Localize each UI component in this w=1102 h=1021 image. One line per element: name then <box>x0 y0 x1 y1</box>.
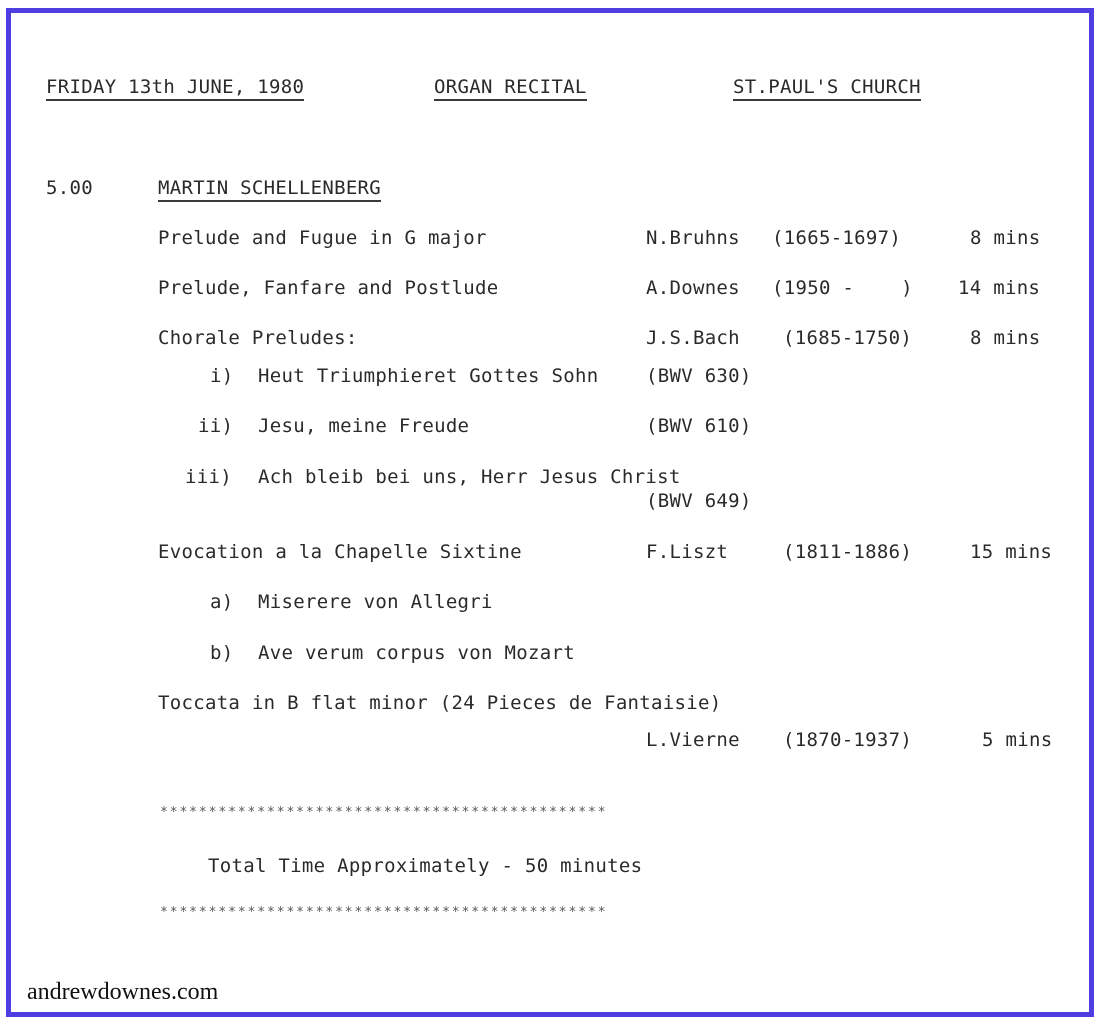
total-time: Total Time Approximately - 50 minutes <box>208 855 643 877</box>
program-duration: 15 mins <box>970 541 1053 563</box>
part-title: Ave verum corpus von Mozart <box>258 642 575 664</box>
program-title: Prelude and Fugue in G major <box>158 227 487 249</box>
part-number: b) <box>210 642 234 664</box>
chorale-bwv: (BWV 610) <box>646 415 752 437</box>
program-title: Evocation a la Chapelle Sixtine <box>158 541 522 563</box>
part-number: a) <box>210 591 234 613</box>
start-time: 5.00 <box>46 177 93 199</box>
chorale-bwv: (BWV 649) <box>646 490 752 512</box>
program-title: Toccata in B flat minor (24 Pieces de Fantaisie) <box>158 692 722 714</box>
program-composer: F.Liszt <box>646 541 729 563</box>
program-duration: 8 mins <box>970 227 1041 249</box>
chorale-bwv: (BWV 630) <box>646 365 752 387</box>
program-duration: 5 mins <box>982 729 1053 751</box>
program-composer: A.Downes <box>646 277 740 299</box>
performer-name: MARTIN SCHELLENBERG <box>158 177 381 202</box>
chorale-title: Jesu, meine Freude <box>258 415 470 437</box>
chorale-number: ii) <box>198 415 234 437</box>
program-dates: (1811-1886) <box>783 541 913 563</box>
site-footer: andrewdownes.com <box>27 979 219 1005</box>
program-composer: N.Bruhns <box>646 227 740 249</box>
venue: ST.PAUL'S CHURCH <box>733 76 921 101</box>
chorale-number: iii) <box>185 466 232 488</box>
event-title: ORGAN RECITAL <box>434 76 587 101</box>
chorale-title: Ach bleib bei uns, Herr Jesus Christ <box>258 466 681 488</box>
program-duration: 8 mins <box>970 327 1041 349</box>
chorale-number: i) <box>210 365 234 387</box>
program-duration: 14 mins <box>958 277 1041 299</box>
program-dates: (1870-1937) <box>783 729 913 751</box>
separator-top: ********************************************** <box>160 805 608 820</box>
chorale-title: Heut Triumphieret Gottes Sohn <box>258 365 599 387</box>
part-title: Miserere von Allegri <box>258 591 493 613</box>
program-dates: (1685-1750) <box>783 327 913 349</box>
program-composer: L.Vierne <box>646 729 740 751</box>
recital-date: FRIDAY 13th JUNE, 1980 <box>46 76 304 101</box>
program-title: Chorale Preludes: <box>158 327 358 349</box>
program-dates: (1665-1697) <box>772 227 902 249</box>
separator-bottom: ********************************************** <box>160 905 608 920</box>
program-composer: J.S.Bach <box>646 327 740 349</box>
program-dates: (1950 - ) <box>772 277 913 299</box>
program-title: Prelude, Fanfare and Postlude <box>158 277 499 299</box>
